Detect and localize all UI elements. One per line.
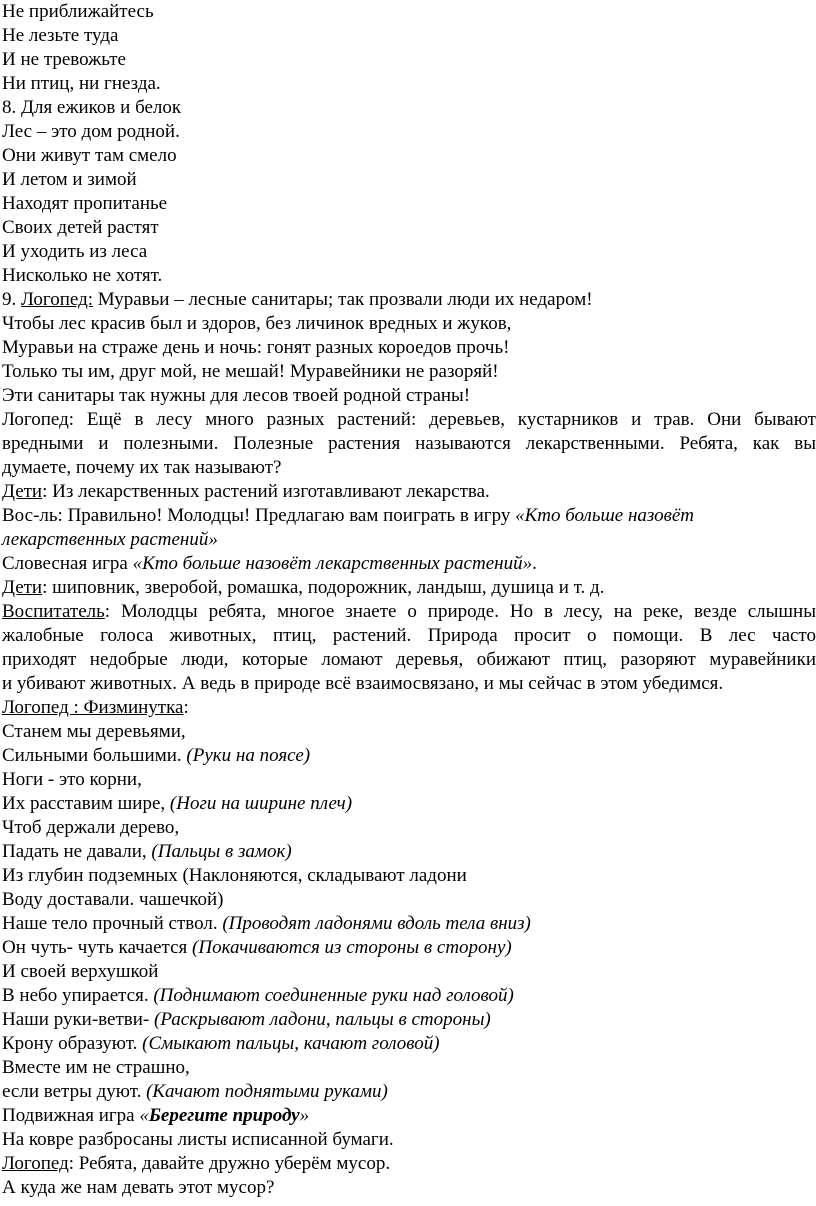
- text-run: Воду доставали. чашечкой): [2, 889, 224, 910]
- text-run: Эти санитары так нужны для лесов твоей родной страны!: [2, 385, 471, 406]
- text-line: [2, 1152, 816, 1176]
- text-run: Логопед: Ещё в лесу много разных растений: деревьев, кустарников и трав. Они бывают: [2, 409, 816, 430]
- text-run: Из глубин подземных (Наклоняются, складывают ладони: [2, 865, 467, 886]
- text-run: Вос-ль: Правильно! Молодцы! Предлагаю вам поиграть в игру: [2, 505, 516, 526]
- stage-direction: (Покачиваются из стороны в сторону): [192, 937, 512, 958]
- text-run: Чтоб держали дерево,: [2, 817, 180, 838]
- speaker-label: Воспитатель: [2, 601, 105, 622]
- text-run: Своих детей растят: [2, 217, 159, 238]
- text-line: [2, 312, 816, 336]
- stage-direction: (Раскрывают ладони, пальцы в стороны): [154, 1009, 491, 1030]
- stage-direction: Берегите природу: [148, 1105, 300, 1126]
- text-run: Станем мы деревьями,: [2, 721, 186, 742]
- text-line: [2, 144, 816, 168]
- text-run: : Молодцы ребята, многое знаете о природе. Но в лесу, на реке, везде слышны: [104, 601, 816, 622]
- text-line: [2, 192, 816, 216]
- text-run: думаете, почему их так называют?: [2, 457, 282, 478]
- text-line: [2, 1056, 816, 1080]
- text-line: [2, 552, 816, 576]
- text-line: [2, 0, 816, 24]
- text-line: [2, 768, 816, 792]
- stage-direction: (Смыкают пальцы, качают головой): [142, 1033, 440, 1054]
- text-line: [2, 408, 816, 432]
- text-line: [2, 648, 816, 672]
- text-line: [2, 72, 816, 96]
- text-run: и убивают животных. А ведь в природе всё взаимосвязано, и мы сейчас в этом убедимся.: [2, 673, 724, 694]
- text-run: : Ребята, давайте дружно уберём мусор.: [68, 1153, 391, 1174]
- text-line: [2, 888, 816, 912]
- stage-direction: «Кто больше назовёт: [515, 505, 694, 526]
- text-line: [2, 216, 816, 240]
- text-run: Наше тело прочный ствол.: [2, 913, 223, 934]
- stage-direction: (Качают поднятыми руками): [146, 1081, 388, 1102]
- text-run: .: [532, 553, 537, 574]
- speaker-label: Дети: [2, 481, 43, 502]
- text-line: [2, 720, 816, 744]
- text-line: [2, 480, 816, 504]
- text-line: [2, 936, 816, 960]
- text-run: Сильными большими.: [2, 745, 187, 766]
- speaker-label: Логопед:: [21, 289, 94, 310]
- text-run: 9.: [2, 289, 21, 310]
- text-line: [2, 120, 816, 144]
- text-line: [2, 528, 816, 552]
- text-run: Вместе им не страшно,: [2, 1057, 190, 1078]
- text-line: [2, 96, 816, 120]
- text-line: [2, 1128, 816, 1152]
- text-run: Только ты им, друг мой, не мешай! Муравейники не разоряй!: [2, 361, 499, 382]
- text-run: Наши руки-ветви-: [2, 1009, 154, 1030]
- stage-direction: «Кто больше назовёт лекарственных растений»: [132, 553, 533, 574]
- text-line: [2, 432, 816, 456]
- text-run: Крону образуют.: [2, 1033, 143, 1054]
- text-run: Ноги - это корни,: [2, 769, 142, 790]
- stage-direction: (Руки на поясе): [186, 745, 311, 766]
- text-line: [2, 816, 816, 840]
- text-line: [2, 1104, 816, 1128]
- stage-direction: (Ноги на ширине плеч): [169, 793, 353, 814]
- text-line: [2, 696, 816, 720]
- text-run: И летом и зимой: [2, 169, 137, 190]
- text-run: вредными и полезными. Полезные растения называются лекарственными. Ребята, как вы: [2, 433, 816, 454]
- text-line: [2, 600, 816, 624]
- stage-direction: »: [299, 1105, 310, 1126]
- text-line: [2, 48, 816, 72]
- text-line: [2, 360, 816, 384]
- text-run: Их расставим шире,: [2, 793, 170, 814]
- text-run: жалобные голоса животных, птиц, растений. Природа просит о помощи. В лес часто: [2, 625, 816, 646]
- text-run: И своей верхушкой: [2, 961, 159, 982]
- text-run: Он чуть- чуть качается: [2, 937, 193, 958]
- text-run: Лес – это дом родной.: [2, 121, 180, 142]
- text-line: [2, 504, 816, 528]
- text-run: Подвижная игра: [2, 1105, 140, 1126]
- text-line: [2, 168, 816, 192]
- text-run: В небо упирается.: [2, 985, 154, 1006]
- text-line: [2, 912, 816, 936]
- text-run: А куда же нам девать этот мусор?: [2, 1177, 275, 1198]
- text-line: [2, 288, 816, 312]
- text-run: приходят недобрые люди, которые ломают деревья, обижают птиц, разоряют муравейники: [2, 649, 816, 670]
- text-run: : шиповник, зверобой, ромашка, подорожник, ландыш, душица и т. д.: [42, 577, 605, 598]
- stage-direction: (Пальцы в замок): [151, 841, 292, 862]
- text-line: [2, 960, 816, 984]
- text-line: [2, 1008, 816, 1032]
- speaker-label: Логопед : Физминутка: [2, 697, 184, 718]
- text-run: :: [183, 697, 189, 718]
- text-run: Падать не давали,: [2, 841, 152, 862]
- text-run: Находят пропитанье: [2, 193, 168, 214]
- text-line: [2, 624, 816, 648]
- text-line: [2, 264, 816, 288]
- text-line: [2, 1080, 816, 1104]
- text-run: На ковре разбросаны листы исписанной бумаги.: [2, 1129, 394, 1150]
- text-line: [2, 336, 816, 360]
- text-line: [2, 384, 816, 408]
- text-line: [2, 840, 816, 864]
- text-run: Они живут там смело: [2, 145, 177, 166]
- text-line: [2, 744, 816, 768]
- text-line: [2, 792, 816, 816]
- text-line: [2, 672, 816, 696]
- text-run: Не лезьте туда: [2, 25, 119, 46]
- text-run: если ветры дуют.: [2, 1081, 147, 1102]
- text-line: [2, 456, 816, 480]
- text-run: И уходить из леса: [2, 241, 148, 262]
- text-line: [2, 240, 816, 264]
- speaker-label: Дети: [2, 577, 43, 598]
- text-run: Муравьи – лесные санитары; так прозвали люди их недаром!: [93, 289, 593, 310]
- speaker-label: Логопед: [2, 1153, 69, 1174]
- stage-direction: лекарственных растений»: [2, 529, 218, 550]
- text-line: [2, 24, 816, 48]
- stage-direction: (Проводят ладонями вдоль тела вниз): [222, 913, 531, 934]
- text-line: [2, 984, 816, 1008]
- text-line: [2, 576, 816, 600]
- text-run: Чтобы лес красив был и здоров, без личинок вредных и жуков,: [2, 313, 512, 334]
- text-line: [2, 864, 816, 888]
- text-run: И не тревожьте: [2, 49, 126, 70]
- text-run: Муравьи на страже день и ночь: гонят разных короедов прочь!: [2, 337, 510, 358]
- text-line: [2, 1032, 816, 1056]
- stage-direction: (Поднимают соединенные руки над головой): [153, 985, 514, 1006]
- text-run: : Из лекарственных растений изготавливают лекарства.: [42, 481, 490, 502]
- text-line: [2, 1176, 816, 1200]
- text-run: Ни птиц, ни гнезда.: [2, 73, 161, 94]
- text-run: Словесная игра: [2, 553, 133, 574]
- stage-direction: «: [139, 1105, 149, 1126]
- text-run: Не приближайтесь: [2, 1, 154, 22]
- text-run: 8. Для ежиков и белок: [2, 97, 182, 118]
- text-run: Нисколько не хотят.: [2, 265, 163, 286]
